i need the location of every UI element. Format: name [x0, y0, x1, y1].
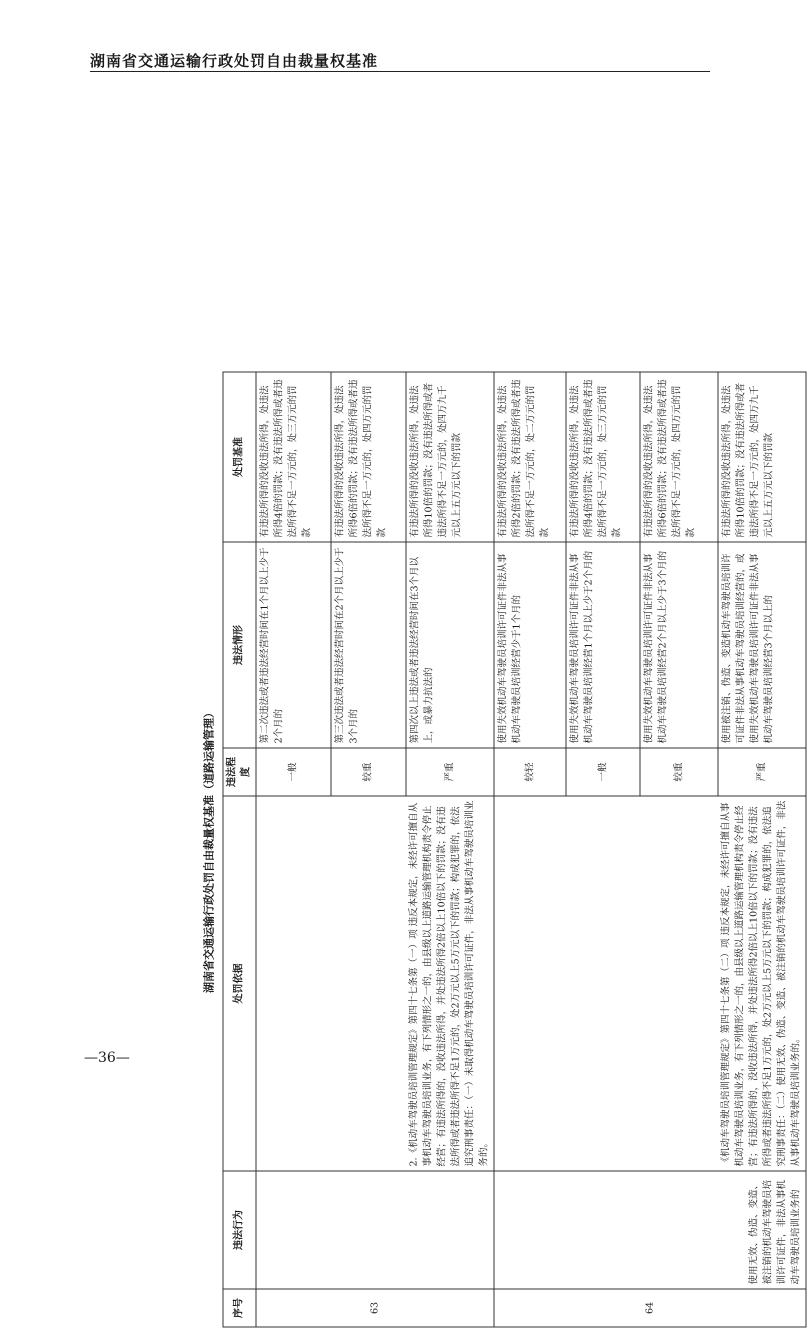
violation-situation: 使用失效机动车驾驶员培训许可证件非法从事机动车驾驶员培训经营1个月以上少于2个月的 [566, 542, 640, 748]
penalty-basis: 《机动车驾驶员培训管理规定》第四十七条第（二）项 违反本规定，未经许可擅自从事机动车驾驶员培训业务，有下列情形之一的，由县级以上道路运输管理机构责令停止经营；有违法所得的，没收违法所得，并处违法所得2倍以上10倍以下的罚款；没有违法所得或者违法所得不足1万元的，处2万元以上5万元以下的罚款；构成犯罪的，依法追究刑事责任：（二）使用无效、伪造、变造、被注销的机动车驾驶员培训许可证件，非法从事机动车驾驶员培训业务的。 [494, 796, 806, 1171]
violation-level: 较重 [331, 748, 406, 796]
violation-level: 一般 [256, 748, 331, 796]
violation-situation: 第二次违法或者违法经营时间在1个月以上少于2个月的 [256, 542, 331, 748]
table-row [494, 372, 566, 1327]
rotated-table-wrapper [201, 373, 802, 1328]
col-header-basis: 处罚依据 [223, 796, 256, 1171]
col-header-situation: 违法情形 [223, 542, 256, 748]
page-number: —36— [84, 1050, 130, 1066]
penalty-standard: 有违法所得的没收违法所得，处违法所得6倍的罚款；没有违法所得或者违法所得不足一万元的，处四万元的罚款 [331, 372, 406, 542]
violation-behavior: 使用无效、伪造、变造、被注销的机动车驾驶员培训许可证件，非法从事机动车驾驶员培训业务的 [494, 1171, 806, 1289]
penalty-basis: 2.《机动车驾驶员培训管理规定》第四十七条第（一）项 违反本规定，未经许可擅自从事机动车驾驶员培训业务，有下列情形之一的，由县级以上道路运输管理机构责令停止经营；有违法所得的，没收违法所得，并处违法所得2倍以上10倍以下的罚款；没有违法所得或者违法所得不足1万元的，处2万元以上5万元以下的罚款；构成犯罪的，依法追究刑事责任：（一）未取得机动车驾驶员培训许可证件，非法从事机动车驾驶员培训业务的。 [256, 796, 494, 1171]
violation-situation: 使用被注销、伪造、变造机动车驾驶员培训许可证件非法从事机动车驾驶员培训经营的，或使用失效机动车驾驶员培训许可证件非法从事机动车驾驶员培训经营3个月以上的 [718, 542, 806, 748]
row-number: 64 [494, 1289, 806, 1327]
violation-level: 严重 [718, 748, 806, 796]
row-number: 63 [256, 1289, 494, 1327]
penalty-standard: 有违法所得的没收违法所得，处违法所得6倍的罚款；没有违法所得或者违法所得不足一万元的，处四万元的罚款 [640, 372, 718, 542]
penalty-standard: 有违法所得的没收违法所得，处违法所得10倍的罚款；没有违法所得或者违法所得不足一万元的，处四万九千元以上五万元以下的罚款 [718, 372, 806, 542]
violation-level: 较重 [640, 748, 718, 796]
penalty-table [223, 372, 807, 1328]
col-header-behavior: 违法行为 [223, 1171, 256, 1289]
col-header-level: 违法程度 [223, 748, 256, 796]
violation-behavior [256, 1171, 494, 1289]
violation-level: 严重 [406, 748, 494, 796]
violation-situation: 使用失效机动车驾驶员培训许可证件非法从事机动车驾驶员培训经营2个月以上少于3个月的 [640, 542, 718, 748]
penalty-standard: 有违法所得的没收违法所得，处违法所得4倍的罚款；没有违法所得或者违法所得不足一万元的，处三万元的罚款 [566, 372, 640, 542]
header-row [223, 372, 256, 1327]
table-row [256, 372, 331, 1327]
running-header: 湖南省交通运输行政处罚自由裁量权基准 [90, 52, 379, 70]
violation-level: 一般 [566, 748, 640, 796]
table-title: 湖南省交通运输行政处罚自由裁量权基准（道路运输管理） [202, 707, 216, 993]
header-rule [90, 71, 710, 72]
violation-level: 较轻 [494, 748, 566, 796]
penalty-standard: 有违法所得的没收违法所得，处违法所得10倍的罚款；没有违法所得或者违法所得不足一万元的，处四万九千元以上五万元以下的罚款 [406, 372, 494, 542]
penalty-standard: 有违法所得的没收违法所得，处违法所得4倍的罚款；没有违法所得或者违法所得不足一万元的，处三万元的罚款 [256, 372, 331, 542]
penalty-standard: 有违法所得的没收违法所得，处违法所得2倍的罚款；没有违法所得或者违法所得不足一万元的，处二万元的罚款 [494, 372, 566, 542]
violation-situation: 第四次以上违法或者违法经营时间在3个月以上，或暴力抗法的 [406, 542, 494, 748]
col-header-no: 序号 [223, 1289, 256, 1327]
violation-situation: 第三次违法或者违法经营时间在2个月以上少于3个月的 [331, 542, 406, 748]
violation-situation: 使用失效机动车驾驶员培训许可证件非法从事机动车驾驶员培训经营少于1个月的 [494, 542, 566, 748]
col-header-penalty: 处罚基准 [223, 372, 256, 542]
